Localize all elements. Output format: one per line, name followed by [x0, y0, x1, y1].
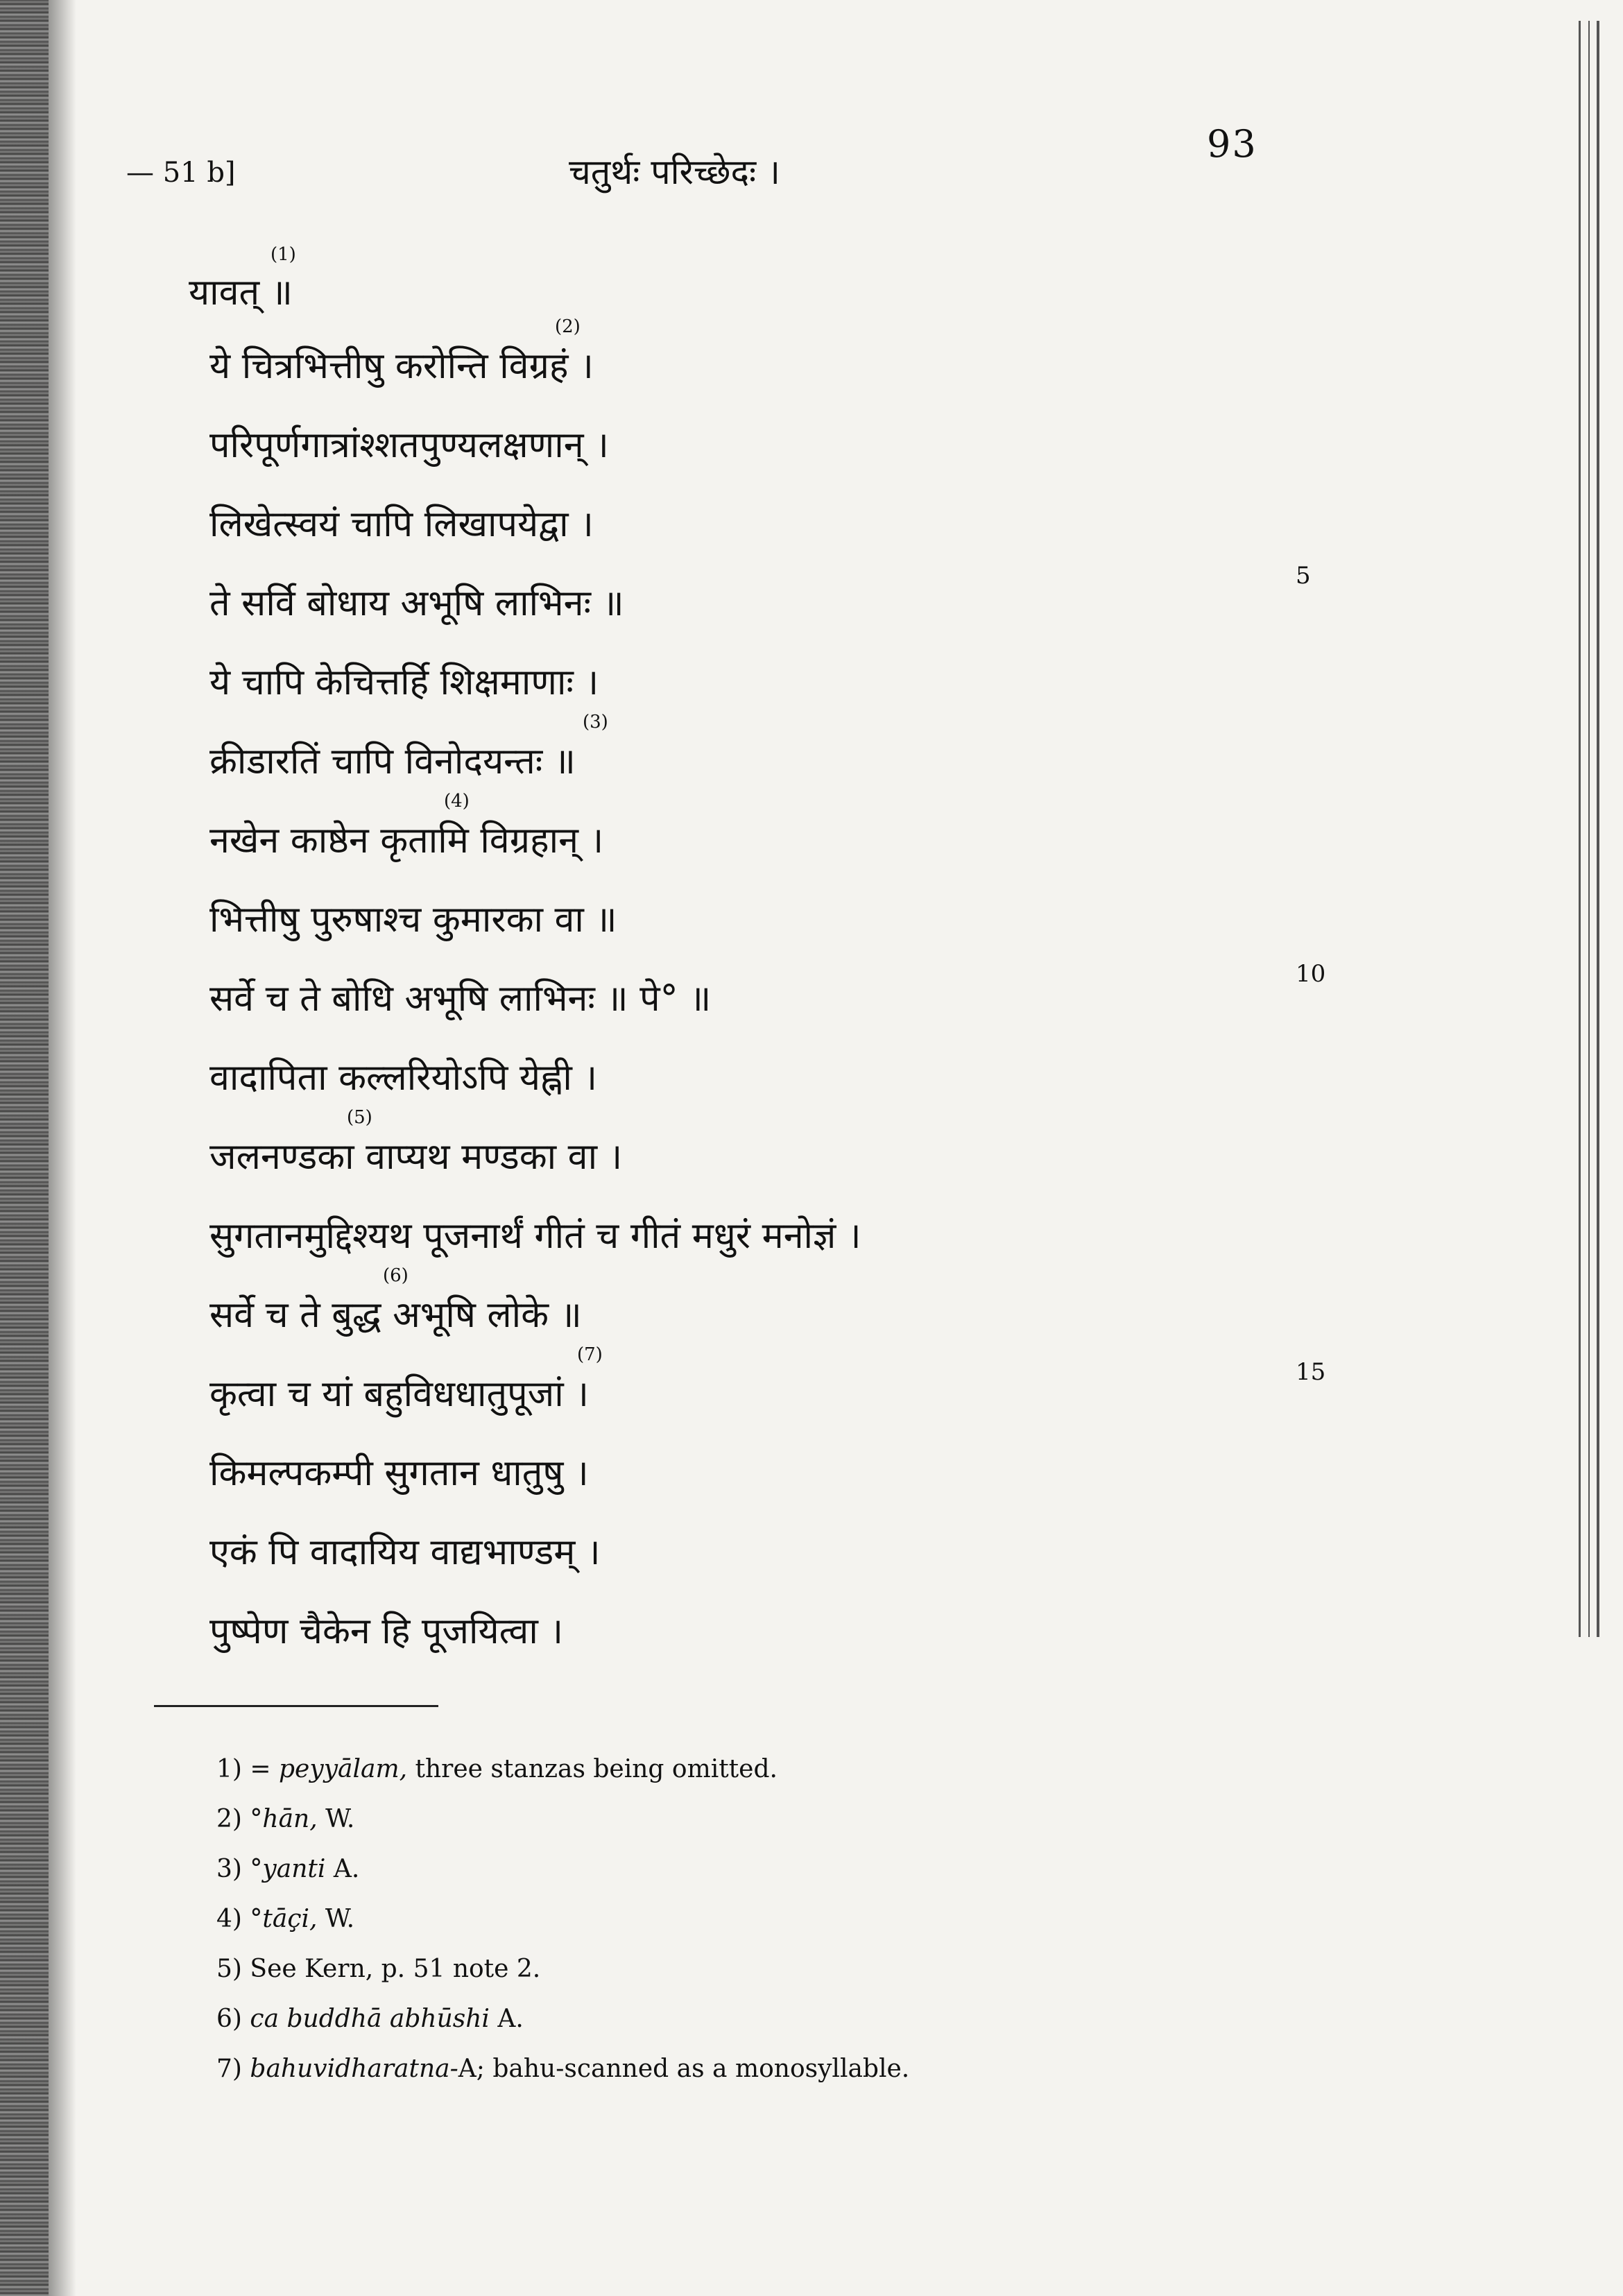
footnote-italic: °yanti [250, 1855, 326, 1883]
page-edge-rule [1579, 21, 1581, 1637]
footnote-italic: °tāçi, [250, 1905, 318, 1933]
verse-line: भित्तीषु पुरुषाश्च कुमारका वा ॥ [209, 899, 617, 941]
running-head-folio: — 51 b] [126, 157, 236, 189]
footnote-marker: (5) [347, 1107, 372, 1128]
footnote [216, 2055, 909, 2083]
footnote [216, 2005, 524, 2033]
footnote [216, 1905, 354, 1933]
verse-line: पुष्पेण चैकेन हि पूजयित्वा । [209, 1611, 564, 1652]
chapter-title: चतुर्थः परिच्छेदः । [569, 152, 780, 192]
footnote-number: 4) [216, 1905, 242, 1933]
footnote-italic: bahuvidharatna- [250, 2055, 458, 2083]
verse-line: किमल्पकम्पी सुगतान धातुषु । [209, 1453, 589, 1494]
footnote-marker: (2) [555, 316, 581, 337]
footnote-text: See Kern, p. 51 note 2. [250, 1955, 541, 1983]
page-number: 93 [1207, 122, 1257, 166]
footnote-separator [154, 1705, 438, 1707]
footnote-number: 1) [216, 1755, 242, 1783]
footnote-number: 3) [216, 1855, 242, 1883]
footnote-text: A. [325, 1855, 360, 1883]
footnote-text: W. [317, 1905, 355, 1933]
footnote-marker: (1) [270, 244, 296, 265]
footnote-number: 5) [216, 1955, 242, 1983]
verse-line: एकं पि वादायिय वाद्यभाण्डम् । [209, 1532, 601, 1573]
footnote [216, 1855, 359, 1883]
footnote-italic: = peyyālam, [250, 1755, 408, 1783]
verse-line: लिखेत्स्वयं चापि लिखापयेद्वा । [209, 504, 594, 545]
footnote-text: A. [489, 2005, 524, 2033]
footnote-number: 7) [216, 2055, 242, 2083]
footnote-number: 2) [216, 1805, 242, 1833]
footnote-text: W. [317, 1805, 355, 1833]
footnote-marker: (4) [444, 791, 470, 812]
footnote-number: 6) [216, 2005, 242, 2033]
footnote-text: three stanzas being omitted. [407, 1755, 778, 1783]
line-number: 10 [1296, 960, 1326, 988]
footnote-marker: (3) [583, 712, 608, 733]
verse-line: ते सर्वि बोधाय अभूषि लाभिनः ॥ [209, 583, 624, 624]
verse-line: ये चापि केचित्तर्हि शिक्षमाणाः । [209, 662, 599, 703]
footnote-italic: °hān, [250, 1805, 318, 1833]
footnote-marker: (6) [383, 1265, 409, 1286]
scan-shadow-fade [49, 0, 76, 2296]
scan-shadow-left [0, 0, 49, 2296]
verse-line: यावत् ॥ [189, 272, 293, 314]
footnote-italic: ca buddhā abhūshi [250, 2005, 490, 2033]
line-number: 15 [1296, 1358, 1326, 1386]
page-edge-rule [1588, 21, 1590, 1637]
verse-line: सर्वे च ते बोधि अभूषि लाभिनः ॥ पे° ॥ [209, 978, 712, 1020]
footnote-marker: (7) [577, 1344, 603, 1365]
footnote [216, 1805, 354, 1833]
page-edge-rule [1597, 21, 1599, 1637]
footnote-text: A; bahu-scanned as a monosyllable. [458, 2055, 910, 2083]
verse-line: कृत्वा च यां बहुविधधातुपूजां । [209, 1373, 589, 1415]
footnote [216, 1955, 540, 1983]
verse-line: नखेन काष्ठेन कृतामि विग्रहान् । [209, 820, 604, 862]
verse-line: परिपूर्णगात्रांश्शतपुण्यलक्षणान् । [209, 425, 609, 466]
line-number: 5 [1296, 562, 1311, 590]
verse-line: जलनण्डका वाप्यथ मण्डका वा । [209, 1136, 623, 1178]
verse-line: क्रीडारतिं चापि विनोदयन्तः ॥ [209, 741, 576, 782]
verse-line: वादापिता कल्लरियोऽपि येह्नी । [209, 1057, 598, 1099]
verse-line: सर्वे च ते बुद्ध अभूषि लोके ॥ [209, 1294, 582, 1336]
verse-line: सुगतानमुद्दिश्यथ पूजनार्थं गीतं च गीतं मधुरं मनोज्ञं । [209, 1215, 861, 1257]
verse-line: ये चित्रभित्तीषु करोन्ति विग्रहं । [209, 345, 594, 387]
footnote [216, 1755, 778, 1783]
